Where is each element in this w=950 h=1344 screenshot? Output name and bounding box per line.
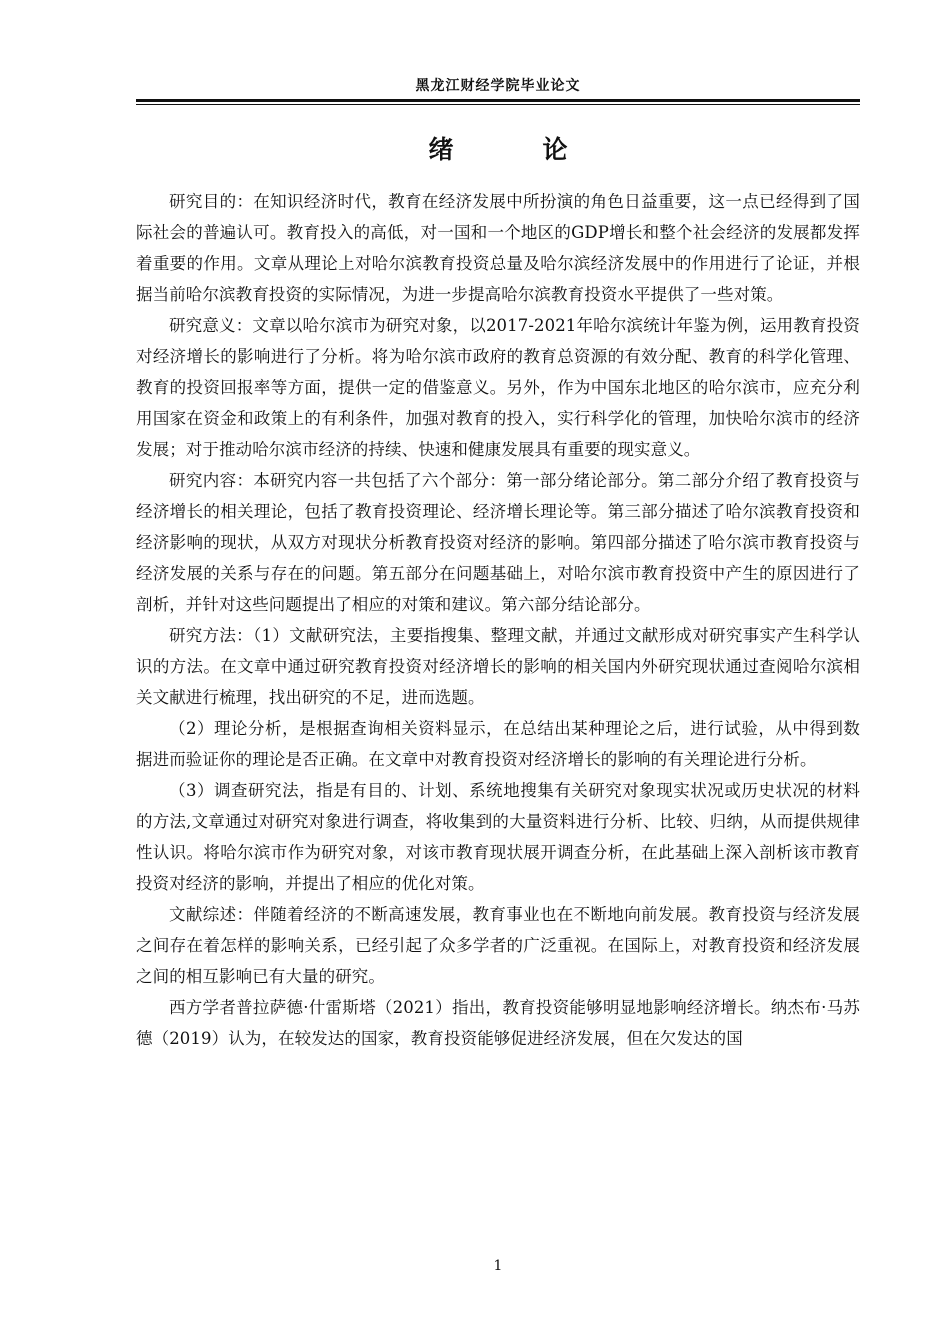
paragraph-research-method-1: 研究方法：（1）文献研究法，主要指搜集、整理文献，并通过文献形成对研究事实产生科学认识的方法。在文章中通过研究教育投资对经济增长的影响的相关国内外研究现状通过查阅哈尔滨相关文献进行梳理，找出研究的不足，进而选题。: [136, 626, 860, 707]
paragraph-literature-review: 文献综述：伴随着经济的不断高速发展，教育事业也在不断地向前发展。教育投资与经济发展之间存在着怎样的影响关系，已经引起了众多学者的广泛重视。在国际上，对教育投资和经济发展之间的相互影响已有大量的研究。: [136, 905, 860, 986]
header-rule-thick: [136, 99, 860, 102]
chapter-title: 绪 论: [428, 135, 600, 164]
page-number: 1: [493, 1258, 503, 1274]
paragraph-research-method-2: （2）理论分析，是根据查询相关资料显示，在总结出某种理论之后，进行试验，从中得到数据进而验证你的理论是否正确。在文章中对教育投资对经济增长的影响的有关理论进行分析。: [136, 719, 860, 769]
body-text: [136, 186, 860, 1054]
paragraph-research-method-3: （3）调查研究法，指是有目的、计划、系统地搜集有关研究对象现实状况或历史状况的材料的方法,文章通过对研究对象进行调查，将收集到的大量资料进行分析、比较、归纳，从而提供规律性认识。将哈尔滨市作为研究对象，对该市教育现状展开调查分析，在此基础上深入剖析该市教育投资对经济的影响，并提出了相应的优化对策。: [136, 781, 860, 893]
paragraph-research-content: 研究内容：本研究内容一共包括了六个部分：第一部分绪论部分。第二部分介绍了教育投资与经济增长的相关理论，包括了教育投资理论、经济增长理论等。第三部分描述了哈尔滨教育投资和经济影响的现状，从双方对现状分析教育投资对经济的影响。第四部分描述了哈尔滨市教育投资与经济发展的关系与存在的问题。第五部分在问题基础上，对哈尔滨市教育投资中产生的原因进行了剖析，并针对这些问题提出了相应的对策和建议。第六部分结论部分。: [136, 471, 860, 614]
paragraph-research-significance: 研究意义：文章以哈尔滨市为研究对象，以2017-2021年哈尔滨统计年鉴为例，运用教育投资对经济增长的影响进行了分析。将为哈尔滨市政府的教育总资源的有效分配、教育的科学化管理、教育的投资回报率等方面，提供一定的借鉴意义。另外，作为中国东北地区的哈尔滨市，应充分利用国家在资金和政策上的有利条件，加强对教育的投入，实行科学化的管理，加快哈尔滨市的经济发展；对于推动哈尔滨市经济的持续、快速和健康发展具有重要的现实意义。: [136, 316, 860, 459]
header-rule-thin: [136, 104, 860, 105]
paragraph-western-scholars: 西方学者普拉萨德·什雷斯塔（2021）指出，教育投资能够明显地影响经济增长。纳杰布·马苏德（2019）认为，在较发达的国家，教育投资能够促进经济发展，但在欠发达的国: [136, 998, 860, 1048]
running-header: 黑龙江财经学院毕业论文: [415, 78, 581, 94]
paragraph-research-purpose: 研究目的：在知识经济时代，教育在经济发展中所扮演的角色日益重要，这一点已经得到了国际社会的普遍认可。教育投入的高低，对一国和一个地区的GDP增长和整个社会经济的发展都发挥着重要的作用。文章从理论上对哈尔滨教育投资总量及哈尔滨经济发展中的作用进行了论证，并根据当前哈尔滨教育投资的实际情况，为进一步提高哈尔滨教育投资水平提供了一些对策。: [136, 192, 860, 304]
